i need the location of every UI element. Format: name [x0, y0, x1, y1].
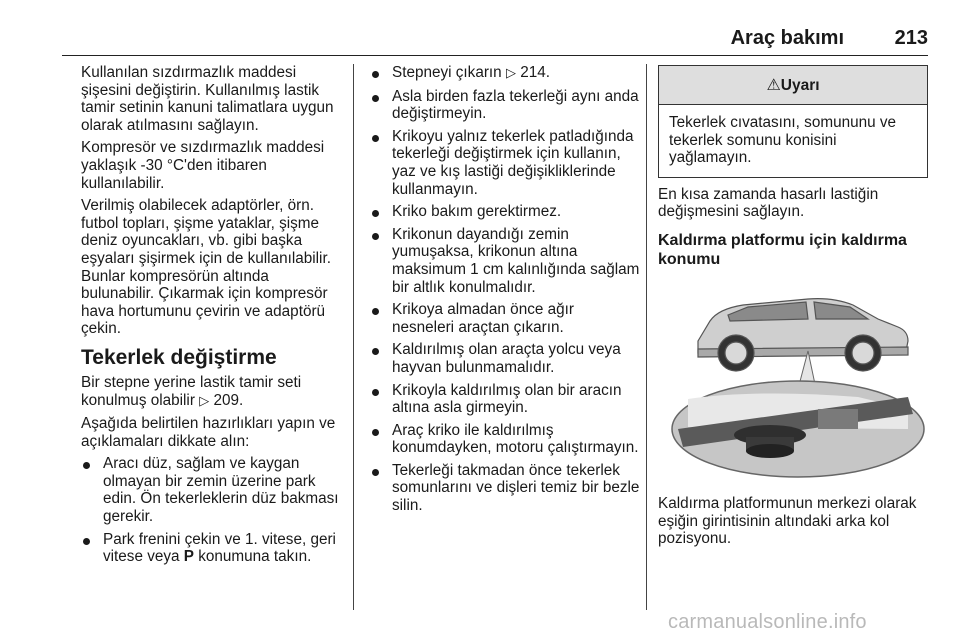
list-item-text: Krikoyla kaldırılmış olan bir aracın altına asla girmeyin. [392, 381, 622, 417]
list-item [370, 341, 640, 376]
column-divider-2 [646, 64, 647, 610]
jack-safety-list [370, 64, 640, 515]
heading-wheel-change: Tekerlek değiştirme [81, 345, 277, 369]
bullet-icon [83, 462, 90, 469]
paragraph-preparations: Aşağıda belirtilen hazırlıkları yapın ve açıklamaları dikkate alın: [81, 415, 336, 450]
list-item [370, 462, 640, 515]
bullet-icon [372, 233, 379, 240]
list-item-text: Tekerleği takmadan önce tekerlek somunlarını ve dişleri temiz bir bezle silin. [392, 461, 640, 515]
bullet-icon [372, 308, 379, 315]
list-item [370, 226, 640, 296]
page-number: 213 [894, 27, 928, 49]
warning-triangle-icon: ⚠ [766, 75, 781, 94]
lift-point-detail [672, 381, 924, 477]
list-item-text: Krikonun dayandığı zemin yumuşaksa, krikonun altına maksimum 1 cm kalınlığında sağlam bir altlık konulmalıdır. [392, 225, 640, 296]
list-item [370, 88, 640, 123]
car-side-view [698, 299, 908, 371]
spare-note-ref: 209. [213, 391, 244, 409]
heading-lift-position: Kaldırma platformu için kaldırma konumu [658, 231, 907, 268]
paragraph-temperature: Kompresör ve sızdırmazlık maddesi yaklaşık -30 °C'den itibaren kullanılabilir. [81, 139, 325, 192]
preparation-list [81, 455, 343, 566]
figure-caption: Kaldırma platformunun merkezi olarak eşiğin girintisinin altındaki arka kol pozisyonu. [658, 494, 917, 548]
page-section-title: Araç bakımı [730, 27, 844, 49]
spare-note-text: Bir stepne yerine lastik tamir seti konulmuş olabilir [81, 373, 302, 409]
list-item-text: Araç kriko ile kaldırılmış konumdayken, motoru çalıştırmayın. [392, 421, 639, 457]
warning-title: Uyarı [780, 77, 820, 94]
bullet-icon [83, 538, 90, 545]
paragraph-spare-note [81, 374, 343, 410]
list-item-text: Stepneyi çıkarın [392, 64, 502, 81]
page-header [62, 27, 928, 56]
list-item [81, 455, 343, 525]
list-item-text: Park frenini çekin ve 1. vitese, geri vitese veya [103, 530, 336, 566]
bullet-icon [372, 95, 379, 102]
list-item-text: Kaldırılmış olan araçta yolcu veya hayvan bulunmamalıdır. [392, 341, 621, 376]
list-item-text: Aracı düz, sağlam ve kaygan olmayan bir zemin üzerine park edin. Ön tekerleklerin düz bakması gerekir. [103, 455, 339, 526]
column-left [81, 64, 343, 571]
list-item [370, 301, 640, 336]
list-item [370, 422, 640, 457]
paragraph-adapters: Verilmiş olabilecek adaptörler, örn. futbol topları, şişme yataklar, şişme deniz oyuncakları, vb. gibi başka eşyaları şişirmek için de kullanılabilir. Bunlar kompresörün altında bulunabilir. Çıkarmak için kompresör hava hortumunu çevirin ve adaptörü çekin. [81, 197, 331, 338]
page-ref-arrow-icon: ▷ [199, 393, 210, 409]
bullet-icon [372, 429, 379, 436]
warning-body: Tekerlek cıvatasını, somununu ve tekerlek somunu konisini yağlamayın. [669, 114, 897, 167]
paragraph-sealant-disposal: Kullanılan sızdırmazlık maddesi şişesini değiştirin. Kullanılmış lastik tamir setinin kanuni talimatlara uygun olarak atılmasını sağlayın. [81, 64, 334, 134]
list-item [370, 128, 640, 198]
lift-point-illustration-svg [658, 279, 928, 479]
paragraph-replace-tyre: En kısa zamanda hasarlı lastiğin değişmesini sağlayın. [658, 185, 879, 221]
lift-point-illustration [658, 279, 928, 479]
list-item [370, 382, 640, 417]
bullet-icon [372, 469, 379, 476]
header-divider [62, 55, 928, 56]
gear-p-label: P [183, 548, 194, 566]
list-item-text: Krikoyu yalnız tekerlek patladığında tekerleği değiştirmek için kullanın, yaz ve kış lastiği değişikliklerinde kullanmayın. [392, 127, 634, 198]
bullet-icon [372, 135, 379, 142]
column-right [658, 64, 928, 553]
bullet-icon [372, 71, 379, 78]
list-item [81, 531, 343, 566]
list-item-text: Asla birden fazla tekerleği aynı anda değiştirmeyin. [392, 87, 639, 123]
warning-header [659, 66, 927, 105]
list-item-ref: 214. [520, 64, 550, 81]
list-item-text: Krikoya almadan önce ağır nesneleri araçtan çıkarın. [392, 301, 574, 336]
list-item-text-end: konumuna takın. [198, 548, 312, 566]
warning-box [658, 65, 928, 178]
watermark-text: carmanualsonline.info [668, 611, 867, 633]
list-item [370, 203, 640, 221]
list-item-text: Kriko bakım gerektirmez. [392, 203, 562, 221]
bullet-icon [372, 210, 379, 217]
list-item [370, 64, 640, 83]
column-divider-1 [353, 64, 354, 610]
bullet-icon [372, 348, 379, 355]
column-middle [370, 64, 640, 520]
page-ref-arrow-icon: ▷ [505, 66, 516, 81]
bullet-icon [372, 389, 379, 396]
